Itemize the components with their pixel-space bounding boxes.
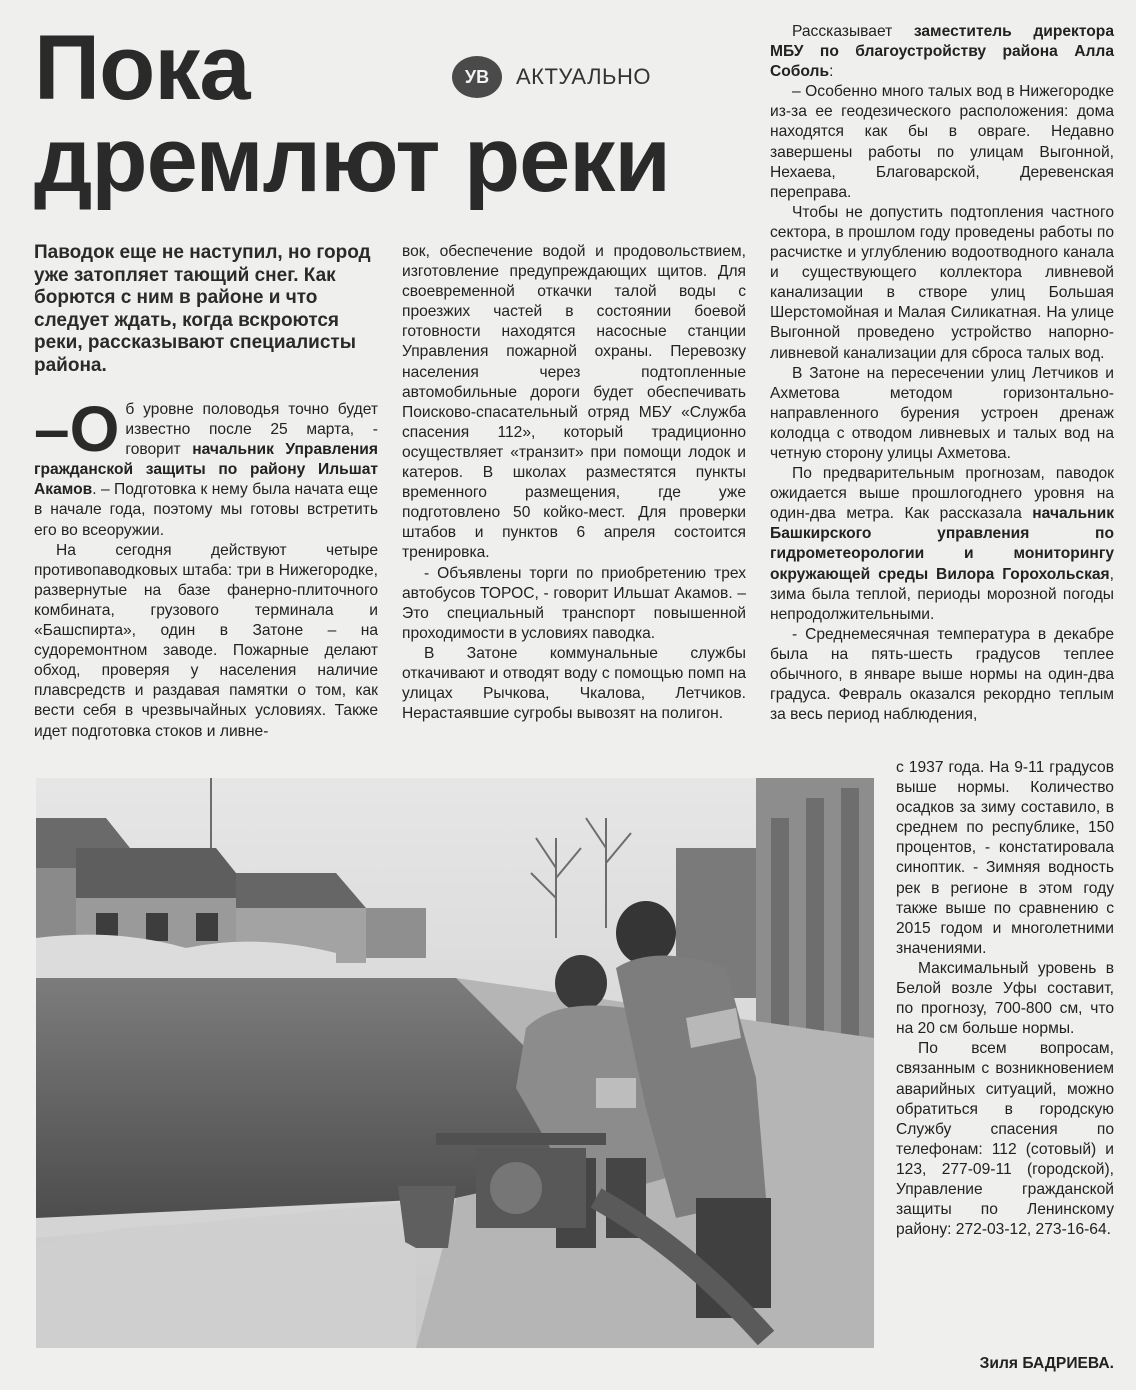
col2-paragraph-1: вок, обеспечение водой и продовольствием, изготовление предупреждающих щитов. Для своевременной откачки талой воды с проезжих частей в состоянии боевой готовности находятся насосные станции Управления пожарной охраны. Перевозку населения через подтопленные автомобильные дороги будет обеспечивать Поисково-спасательный отряд МБУ «Служба спасения 112», который традиционно осуществляет «транзит» при помощи лодок и катеров. В школах разместятся пункты временного размещения, где уже подготовлено 50 койко-мест. Для проверки штабов и пунктов 6 апреля состоится тренировка. [402, 243, 746, 562]
column-3 [770, 22, 1114, 725]
col3-paragraph-6: - Среднемесячная температура в декабре была на пять-шесть градусов теплее обычного, в январе выше нормы на один-два градуса. Февраль оказался рекордно теплым за весь период наблюдения, [770, 625, 1114, 724]
column-2 [402, 242, 746, 724]
col3b-paragraph-1: с 1937 года. На 9-11 градусов выше нормы. Количество осадков за зиму составило, в среднем по республике, 150 процентов, - констатировала синоптик. - Зимняя водность рек в регионе в этом году также выше по сравнению с 2015 годом и многолетними значениями. [896, 759, 1114, 957]
col1-paragraph-2: На сегодня действуют четыре противопаводковых штаба: три в Нижегородке, развернутые на базе фанерно-плиточного комбината, грузового терминала и «Башспирта», один в Затоне – на судоремонтном заводе. Пожарные делают обход, проверяя у населения наличие плавсредств и раздавая памятки о том, как вести себя в чрезвычайных условиях. Также идет подготовка стоков и ливне- [34, 541, 378, 740]
lead-paragraph: Паводок еще не наступил, но город уже затопляет тающий снег. Как борются с ним в районе и что следует ждать, когда вскроются реки, рассказывают специалисты района. [34, 242, 371, 376]
rubric-label: АКТУАЛЬНО [516, 64, 651, 89]
col3-p5-text-a: По предварительным прогнозам, паводок ожидается выше прошлогоднего уровня на один-два метра. Как рассказала [770, 465, 1114, 523]
col1-p1-text-b: . – Подготовка к нему была начата еще в начале года, поэтому мы готовы встретить его во всеоружии. [34, 481, 378, 539]
col3b-paragraph-3: По всем вопросам, связанным с возникновением аварийных ситуаций, можно обратиться в городскую Службу спасения по телефонам: 112 (сотовый) и 123, 277-09-11 (городской), Управление гражданской защиты по Ленинскому району: 272-03-12, 273-16-64. [896, 1040, 1114, 1239]
col3-p5-bold: начальник Башкирского управления по гидрометеорологии и мониторингу окружающей среды Вилора Горохольская [770, 505, 1114, 583]
col3b-paragraph-2: Максимальный уровень в Белой возле Уфы составит, по прогнозу, 700-800 см, что на 20 см больше нормы. [896, 959, 1114, 1038]
column-3-continued [896, 758, 1114, 1240]
col3-paragraph-4: В Затоне на пересечении улиц Летчиков и Ахметова методом горизонтально-направленного бурения устроен дренаж колодца с отводом ливневых и талых вод на четную сторону улицы Ахметова. [770, 364, 1114, 462]
headline [34, 17, 754, 211]
rubric-badge: УВ [452, 56, 502, 98]
col3-p1-text-a: Рассказывает [792, 23, 914, 40]
col1-p1-bold: начальник Управления гражданской защиты по району Ильшат Акамов [34, 441, 378, 499]
column-1 [34, 393, 378, 742]
col1-p1-text-a: б уровне половодья точно будет известно после 25 марта, - говорит [125, 401, 378, 459]
col3-paragraph-5 [770, 464, 1114, 625]
headline-line-2: дремлют реки [34, 109, 670, 211]
col2-paragraph-2: - Объявлены торги по приобретению трех автобусов ТОРОС, - говорит Ильшат Акамов. – Это специальный транспорт повышенной проходимости в условиях паводка. [402, 564, 746, 642]
byline: Зиля БАДРИЕВА. [979, 1355, 1114, 1372]
col2-paragraph-3: В Затоне коммунальные службы откачивают и отводят воду с помощью помп на улицах Рычкова, Чкалова, Летчиков. Нерастаявшие сугробы вывозят на полигон. [402, 644, 746, 723]
col3-paragraph-3: Чтобы не допустить подтопления частного сектора, в прошлом году проведены работы по расчистке и углублению водоотводного канала и существующего коллектора ливневой канализации в створе улиц Большая Шерстомойная и Малая Силикатная. На улице Выгонной проведено устройство напорно-ливневой канализации для сброса талых вод. [770, 203, 1114, 362]
col3-p1-text-b: : [829, 63, 834, 81]
col3-paragraph-2: – Особенно много талых вод в Нижегородке из-за ее геодезического расположения: дома находятся как бы в овраге. Недавно завершены работы по улицам Выгонной, Нехаева, Благоварской, Деревенская переправа. [770, 83, 1114, 201]
rubric [452, 56, 651, 98]
headline-line-1: Пока [34, 17, 250, 119]
photo-illustration [36, 778, 874, 1348]
col3-p5-text-b: , зима была теплой, периоды морозной погоды непродолжительными. [770, 565, 1114, 623]
col1-paragraph-1 [34, 393, 378, 541]
flood-pump-photo [36, 778, 874, 1348]
dropcap: –О [34, 393, 120, 465]
col3-paragraph-1 [770, 22, 1114, 82]
col3-p1-bold: заместитель директора МБУ по благоустройству района Алла Соболь [770, 23, 1114, 81]
